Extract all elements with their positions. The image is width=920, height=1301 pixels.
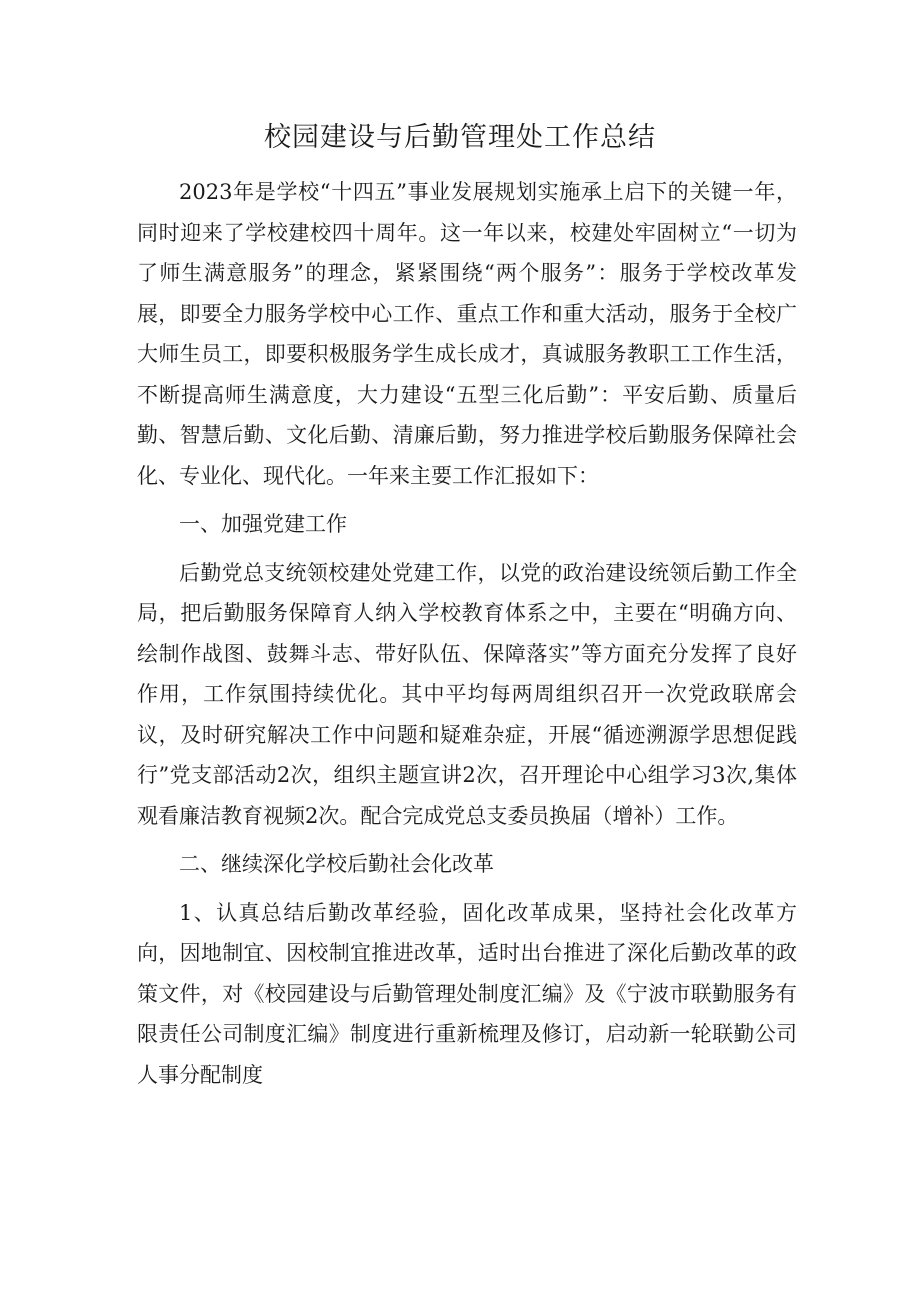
- intro-paragraph: 2023年是学校“十四五”事业发展规划实施承上启下的关键一年，同时迎来了学校建校四十周年。这一年以来，校建处牢固树立“一切为了师生满意服务”的理念，紧紧围绕“两个服务”：服务于学校改革发展，即要全力服务学校中心工作、重点工作和重大活动，服务于全校广大师生员工，即要积极服务学生成长成才，真诚服务教职工工作生活，不断提高师生满意度，大力建设“五型三化后勤”：平安后勤、质量后勤、智慧后勤、文化后勤、清廉后勤，努力推进学校后勤服务保障社会化、专业化、现代化。一年来主要工作汇报如下：: [137, 180, 797, 488]
- section-heading-2: 二、继续深化学校后勤社会化改革: [179, 852, 494, 876]
- section-1-paragraph: 后勤党总支统领校建处党建工作，以党的政治建设统领后勤工作全局，把后勤服务保障育人纳入学校教育体系之中，主要在“明确方向、绘制作战图、鼓舞斗志、带好队伍、保障落实”等方面充分发挥了良好作用，工作氛围持续优化。其中平均每两周组织召开一次党政联席会议，及时研究解决工作中问题和疑难杂症，开展“循迹溯源学思想促践行”党支部活动2次，组织主题宣讲2次，召开理论中心组学习3次,集体观看廉洁教育视频2次。配合完成党总支委员换届（增补）工作。: [137, 560, 797, 828]
- document-body: [137, 172, 797, 1095]
- section-2-item-1: 1、认真总结后勤改革经验，固化改革成果，坚持社会化改革方向，因地制宜、因校制宜推进改革，适时出台推进了深化后勤改革的政策文件，对《校园建设与后勤管理处制度汇编》及《宁波市联勤服务有限责任公司制度汇编》制度进行重新梳理及修订，启动新一轮联勤公司人事分配制度: [137, 900, 797, 1087]
- document-title: 校园建设与后勤管理处工作总结: [264, 122, 656, 153]
- section-heading-1: 一、加强党建工作: [179, 512, 347, 536]
